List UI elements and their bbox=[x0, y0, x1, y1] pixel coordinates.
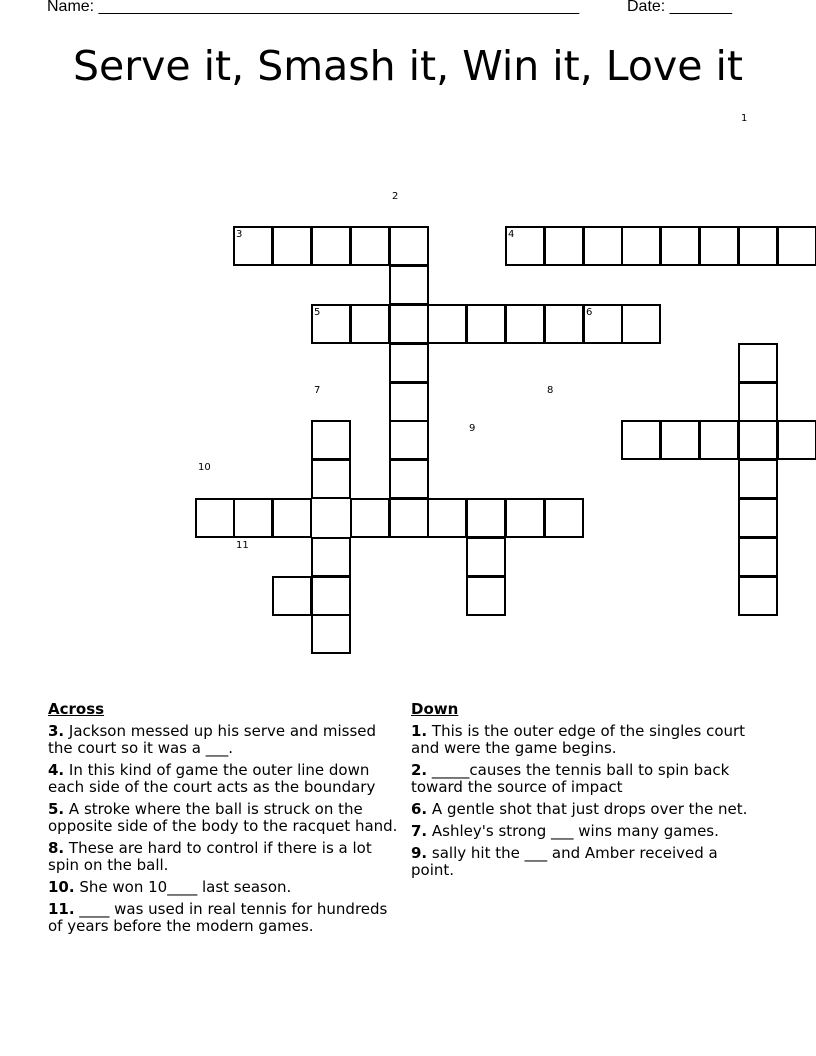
clue-number: 8. bbox=[48, 839, 65, 857]
down-clue-9 bbox=[411, 845, 756, 879]
crossword-cell[interactable] bbox=[389, 343, 429, 383]
crossword-cell[interactable] bbox=[505, 304, 545, 344]
crossword-cell[interactable] bbox=[699, 420, 739, 460]
crossword-cell[interactable] bbox=[466, 576, 506, 616]
crossword-cell[interactable] bbox=[738, 343, 778, 383]
crossword-cell[interactable] bbox=[389, 459, 429, 499]
crossword-cell[interactable] bbox=[621, 304, 661, 344]
crossword-cell[interactable] bbox=[389, 304, 429, 344]
crossword-cell[interactable] bbox=[389, 226, 429, 266]
crossword-cell[interactable] bbox=[738, 459, 778, 499]
crossword-cell[interactable] bbox=[272, 498, 312, 538]
down-heading: Down bbox=[411, 700, 459, 718]
clue-number: 11. bbox=[48, 900, 75, 918]
across-clue-8 bbox=[48, 840, 403, 874]
crossword-cell[interactable] bbox=[389, 265, 429, 305]
clue-text: Jackson messed up his serve and missed the court so it was a ___. bbox=[48, 722, 377, 757]
across-clue-3 bbox=[48, 723, 403, 757]
clue-number: 7. bbox=[411, 822, 428, 840]
crossword-cell[interactable] bbox=[777, 420, 816, 460]
clue-number-label: 2 bbox=[392, 191, 399, 202]
crossword-cell[interactable] bbox=[272, 576, 312, 616]
crossword-cell[interactable] bbox=[777, 226, 816, 266]
crossword-cell[interactable] bbox=[621, 226, 661, 266]
crossword-cell[interactable] bbox=[738, 576, 778, 616]
crossword-cell[interactable] bbox=[233, 498, 273, 538]
clue-text: ____ was used in real tennis for hundreds of years before the modern games. bbox=[48, 900, 388, 935]
crossword-cell[interactable] bbox=[272, 226, 312, 266]
crossword-cell[interactable] bbox=[738, 420, 778, 460]
clue-number-label: 5 bbox=[314, 307, 321, 318]
clue-number-label: 3 bbox=[236, 229, 243, 240]
crossword-cell[interactable] bbox=[621, 420, 661, 460]
clue-text: She won 10____ last season. bbox=[79, 878, 292, 896]
across-clue-4 bbox=[48, 762, 403, 796]
crossword-cell[interactable] bbox=[350, 226, 390, 266]
clue-text: These are hard to control if there is a lot spin on the ball. bbox=[48, 839, 372, 874]
clue-text: A gentle shot that just drops over the net. bbox=[431, 800, 748, 818]
crossword-cell[interactable] bbox=[389, 382, 429, 422]
crossword-cell[interactable] bbox=[738, 382, 778, 422]
crossword-cell[interactable] bbox=[311, 459, 351, 499]
clue-number: 3. bbox=[48, 722, 65, 740]
crossword-cell[interactable] bbox=[427, 304, 467, 344]
clue-number: 2. bbox=[411, 761, 428, 779]
clue-number-label: 8 bbox=[547, 385, 554, 396]
clue-text: A stroke where the ball is struck on the opposite side of the body to the racquet hand. bbox=[48, 800, 398, 835]
clue-number-label: 1 bbox=[741, 113, 748, 124]
crossword-cell[interactable] bbox=[311, 614, 351, 654]
name-field-label: Name: ______________________________________________________ bbox=[47, 0, 580, 15]
clue-text: This is the outer edge of the singles court and were the game begins. bbox=[411, 722, 746, 757]
clue-number: 10. bbox=[48, 878, 75, 896]
crossword-cell[interactable] bbox=[311, 226, 351, 266]
crossword-cell[interactable] bbox=[466, 304, 506, 344]
clue-text: _____causes the tennis ball to spin back toward the source of impact bbox=[411, 761, 730, 796]
down-clue-1 bbox=[411, 723, 756, 757]
crossword-cell[interactable] bbox=[544, 226, 584, 266]
crossword-cell[interactable] bbox=[195, 498, 235, 538]
crossword-cell[interactable] bbox=[738, 537, 778, 577]
clue-number: 6. bbox=[411, 800, 428, 818]
crossword-cell[interactable] bbox=[350, 304, 390, 344]
clue-number: 4. bbox=[48, 761, 65, 779]
across-clue-5 bbox=[48, 801, 403, 835]
crossword-cell[interactable] bbox=[738, 498, 778, 538]
crossword-cell[interactable] bbox=[466, 537, 506, 577]
down-clue-7 bbox=[411, 823, 756, 840]
crossword-cell[interactable] bbox=[311, 537, 351, 577]
date-field-label: Date: _______ bbox=[627, 0, 732, 15]
down-clue-2 bbox=[411, 762, 756, 796]
crossword-cell[interactable] bbox=[389, 420, 429, 460]
across-clue-10 bbox=[48, 879, 403, 896]
clue-text: sally hit the ___ and Amber received a point. bbox=[411, 844, 718, 879]
crossword-cell[interactable] bbox=[660, 226, 700, 266]
clue-number-label: 6 bbox=[586, 307, 593, 318]
clue-number: 1. bbox=[411, 722, 428, 740]
clue-text: Ashley's strong ___ wins many games. bbox=[431, 822, 719, 840]
down-clue-6 bbox=[411, 801, 756, 818]
puzzle-title: Serve it, Smash it, Win it, Love it bbox=[73, 42, 743, 90]
crossword-cell[interactable] bbox=[311, 576, 351, 616]
crossword-cell[interactable] bbox=[738, 226, 778, 266]
clue-number: 9. bbox=[411, 844, 428, 862]
crossword-cell[interactable] bbox=[583, 226, 623, 266]
crossword-cell[interactable] bbox=[311, 420, 351, 460]
crossword-cell[interactable] bbox=[505, 498, 545, 538]
clue-number-label: 11 bbox=[236, 540, 249, 551]
clue-number-label: 4 bbox=[508, 229, 515, 240]
across-clues bbox=[48, 701, 403, 940]
crossword-cell[interactable] bbox=[699, 226, 739, 266]
clue-number-label: 9 bbox=[469, 423, 476, 434]
crossword-cell[interactable] bbox=[544, 304, 584, 344]
clue-number-label: 10 bbox=[198, 462, 211, 473]
crossword-cell[interactable] bbox=[427, 498, 467, 538]
across-heading: Across bbox=[48, 700, 105, 718]
clue-text: In this kind of game the outer line down each side of the court acts as the boundary bbox=[48, 761, 376, 796]
clue-number: 5. bbox=[48, 800, 65, 818]
crossword-cell[interactable] bbox=[660, 420, 700, 460]
crossword-cell[interactable] bbox=[544, 498, 584, 538]
crossword-cell[interactable] bbox=[389, 498, 429, 538]
across-clue-11 bbox=[48, 901, 403, 935]
clue-number-label: 7 bbox=[314, 385, 321, 396]
crossword-cell[interactable] bbox=[466, 498, 506, 538]
down-clues bbox=[411, 701, 756, 884]
crossword-cell[interactable] bbox=[350, 498, 390, 538]
